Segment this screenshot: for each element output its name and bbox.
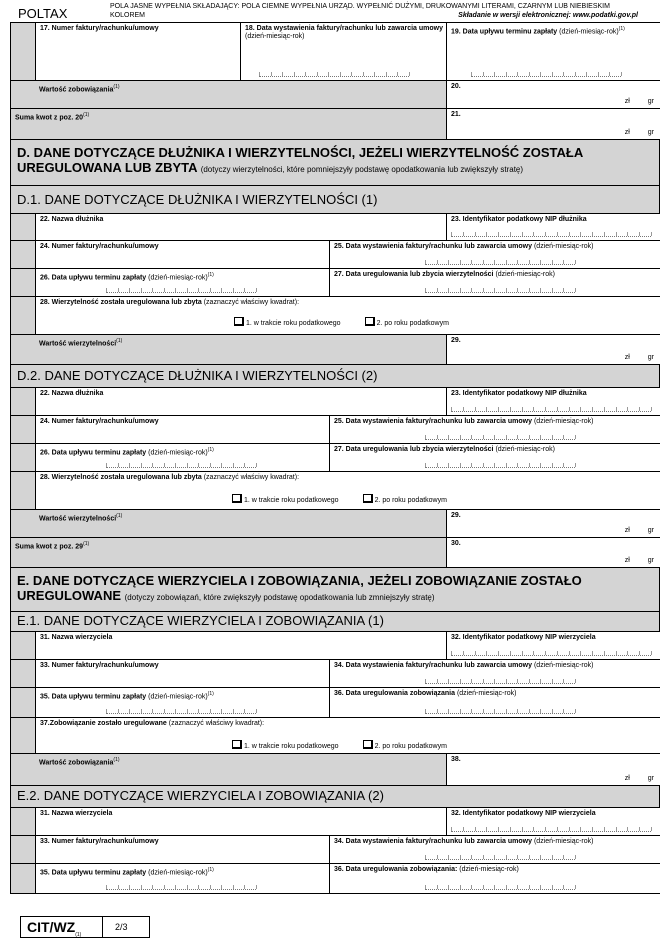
label-20: 20. (451, 83, 461, 90)
section-d-title: D. DANE DOTYCZĄCE DŁUŻNIKA I WIERZYTELNOŚCI, JEŻELI WIERZYTELNOŚĆ ZOSTAŁA UREGULOWANA LUB ZBYTA (dotyczy wierzytelności, które pomniejszyły podstawę opodatkowania lub zwiększyły stratę) (17, 145, 583, 175)
e2-field-33[interactable]: 33. Numer faktury/rachunku/umowy (35, 836, 329, 863)
row-30: Suma kwot z poz. 29$^{(1)}$ 30. zł gr (10, 538, 660, 568)
d2-field-27[interactable]: 27. Data uregulowania lub zbycia wierzytelności (dzień-miesiąc-rok) (329, 444, 660, 471)
d1-field-22[interactable]: 22. Nazwa dłużnika (35, 214, 446, 240)
label-suma-20: Suma kwot z poz. 20$^{(1)}$ (15, 112, 90, 122)
e1-field-38[interactable]: 38. zł gr (446, 754, 660, 785)
e1-field-32[interactable]: 32. Identyfikator podatkowy NIP wierzyciela (446, 632, 660, 659)
e1-title: E.1. DANE DOTYCZĄCE WIERZYCIELA I ZOBOWIĄZANIA (1) (17, 613, 384, 628)
d2-row-29: Wartość wierzytelności$^{(1)}$ 29. zł gr (10, 510, 660, 538)
e2-row-35 (10, 864, 660, 894)
e1-row-31 (10, 632, 660, 660)
field-30[interactable]: 30. zł gr (446, 538, 660, 567)
field-18[interactable] (240, 23, 446, 80)
form-code-box (20, 916, 150, 938)
d1-opt-2[interactable]: 2. po roku podatkowym (365, 317, 449, 327)
d1-row-28 (10, 297, 660, 335)
e2-row-33 (10, 836, 660, 864)
label-17: 17. Numer faktury/rachunku/umowy (40, 25, 159, 32)
e2-header (10, 786, 660, 808)
form-code: CIT/$WZ_{(1)}$ (21, 917, 103, 937)
d2-field-23[interactable]: 23. Identyfikator podatkowy NIP dłużnika (446, 388, 660, 415)
checkbox-icon (363, 494, 373, 503)
d2-field-25[interactable]: 25. Data wystawienia faktury/rachunku lub zawarcia umowy (dzień-miesiąc-rok) (329, 416, 660, 443)
checkbox-icon (232, 740, 242, 749)
e2-row-31 (10, 808, 660, 836)
row-17-19 (10, 22, 660, 81)
e1-field-37: 37.Zobowiązanie zostało uregulowane (zaznaczyć właściwy kwadrat): 1. w trakcie roku podatkowego 2. po roku podatkowym (35, 718, 660, 753)
brand: POLTAX (18, 6, 68, 21)
d1-field-27[interactable]: 27. Data uregulowania lub zbycia wierzytelności (dzień-miesiąc-rok) (329, 269, 660, 296)
d2-row-22 (10, 388, 660, 416)
d2-field-28: 28. Wierzytelność została uregulowana lub zbyta (zaznaczyć właściwy kwadrat): 1. w trakcie roku podatkowego 2. po roku podatkowym (35, 472, 660, 509)
e1-field-33[interactable]: 33. Numer faktury/rachunku/umowy (35, 660, 329, 687)
d1-field-26[interactable]: 26. Data upływu terminu zapłaty (dzień-miesiąc-rok)$^{(1)}$ (35, 269, 329, 296)
label-19: 19. Data upływu terminu zapłaty (dzień-miesiąc-rok)$^{(1)}$ (451, 26, 625, 36)
e1-field-35[interactable]: 35. Data upływu terminu zapłaty (dzień-miesiąc-rok)$^{(1)}$ (35, 688, 329, 717)
e2-field-35[interactable]: 35. Data upływu terminu zapłaty (dzień-miesiąc-rok)$^{(1)}$ (35, 864, 329, 893)
field-21[interactable]: 21. zł gr (446, 109, 660, 139)
checkbox-icon (234, 317, 244, 326)
d2-row-28 (10, 472, 660, 510)
page-number: 2/3 (115, 922, 128, 932)
e1-row-37 (10, 718, 660, 754)
d2-field-22[interactable]: 22. Nazwa dłużnika (35, 388, 446, 415)
e1-row-35 (10, 688, 660, 718)
e1-row-38: Wartość zobowiązania$^{(1)}$ 38. zł gr (10, 754, 660, 786)
checkbox-icon (232, 494, 242, 503)
e2-field-31[interactable]: 31. Nazwa wierzyciela (35, 808, 446, 835)
d2-row-24 (10, 416, 660, 444)
field-20[interactable]: 20. zł gr (446, 81, 660, 108)
label-21: 21. (451, 111, 461, 118)
d1-title: D.1. DANE DOTYCZĄCE DŁUŻNIKA I WIERZYTELNOŚCI (1) (17, 192, 378, 207)
e1-field-31[interactable]: 31. Nazwa wierzyciela (35, 632, 446, 659)
section-e-header (10, 568, 660, 612)
d2-header (10, 365, 660, 388)
e1-header (10, 612, 660, 632)
d2-field-26[interactable]: 26. Data upływu terminu zapłaty (dzień-miesiąc-rok)$^{(1)}$ (35, 444, 329, 471)
d1-field-24[interactable]: 24. Numer faktury/rachunku/umowy (35, 241, 329, 268)
d1-row-24 (10, 241, 660, 269)
e1-field-34[interactable]: 34. Data wystawienia faktury/rachunku lub zawarcia umowy (dzień-miesiąc-rok) (329, 660, 660, 687)
field-17[interactable] (35, 23, 240, 80)
d2-field-29[interactable]: 29. zł gr (446, 510, 660, 537)
d2-opt-1[interactable]: 1. w trakcie roku podatkowego (232, 494, 339, 504)
row-20 (10, 81, 660, 109)
d1-row-22 (10, 214, 660, 241)
note-line-1: POLA JASNE WYPEŁNIA SKŁADAJĄCY: POLA CIEMNE WYPEŁNIA URZĄD. WYPEŁNIĆ DUŻYMI, DRUKOWANYMI LITERAMI, CZARNYM LUB NIEBIESKIM (110, 3, 610, 10)
e2-field-32[interactable]: 32. Identyfikator podatkowy NIP wierzyciela (446, 808, 660, 835)
row-21 (10, 109, 660, 140)
header-note (110, 3, 638, 20)
d2-field-24[interactable]: 24. Numer faktury/rachunku/umowy (35, 416, 329, 443)
e2-field-36[interactable]: 36. Data uregulowania zobowiązania: (dzień-miesiąc-rok) (329, 864, 660, 893)
d1-field-25[interactable]: 25. Data wystawienia faktury/rachunku lub zawarcia umowy (dzień-miesiąc-rok) (329, 241, 660, 268)
e2-title: E.2. DANE DOTYCZĄCE WIERZYCIELA I ZOBOWIĄZANIA (2) (17, 788, 384, 803)
d1-row-29: Wartość wierzytelności$^{(1)}$ 29. zł gr (10, 335, 660, 365)
e2-field-34[interactable]: 34. Data wystawienia faktury/rachunku lub zawarcia umowy (dzień-miesiąc-rok) (329, 836, 660, 863)
d2-title: D.2. DANE DOTYCZĄCE DŁUŻNIKA I WIERZYTELNOŚCI (2) (17, 368, 378, 383)
d1-field-29[interactable]: 29. zł gr (446, 335, 660, 364)
d2-row-26 (10, 444, 660, 472)
e1-row-33 (10, 660, 660, 688)
d1-field-23[interactable]: 23. Identyfikator podatkowy NIP dłużnika (446, 214, 660, 240)
checkbox-icon (365, 317, 375, 326)
note-line-2: KOLOREM (110, 11, 146, 19)
field-19[interactable] (446, 23, 660, 80)
note-electronic: Składanie w wersji elektronicznej: www.podatki.gov.pl (458, 11, 638, 19)
e1-opt-1[interactable]: 1. w trakcie roku podatkowego (232, 740, 339, 750)
d2-opt-2[interactable]: 2. po roku podatkowym (363, 494, 447, 504)
section-d-header (10, 140, 660, 186)
d1-header (10, 186, 660, 214)
d1-row-26 (10, 269, 660, 297)
d1-field-28: 28. Wierzytelność została uregulowana lub zbyta (zaznaczyć właściwy kwadrat): 1. w trakcie roku podatkowego 2. po roku podatkowym (35, 297, 660, 334)
e1-field-36[interactable]: 36. Data uregulowania zobowiązania (dzień-miesiąc-rok) (329, 688, 660, 717)
label-wartosc-zob-top: Wartość zobowiązania$^{(1)}$ (39, 84, 120, 94)
label-18: 18. Data wystawienia faktury/rachunku lub zawarcia umowy (dzień-miesiąc-rok) (245, 25, 444, 40)
d1-opt-1[interactable]: 1. w trakcie roku podatkowego (234, 317, 341, 327)
checkbox-icon (363, 740, 373, 749)
section-e-title: E. DANE DOTYCZĄCE WIERZYCIELA I ZOBOWIĄZANIA, JEŻELI ZOBOWIĄZANIE ZOSTAŁO UREGULOWANE (dotyczy zobowiązań, które zwiększyły podstawę opodatkowania lub zmniejszyły stratę) (17, 573, 582, 603)
e1-opt-2[interactable]: 2. po roku podatkowym (363, 740, 447, 750)
